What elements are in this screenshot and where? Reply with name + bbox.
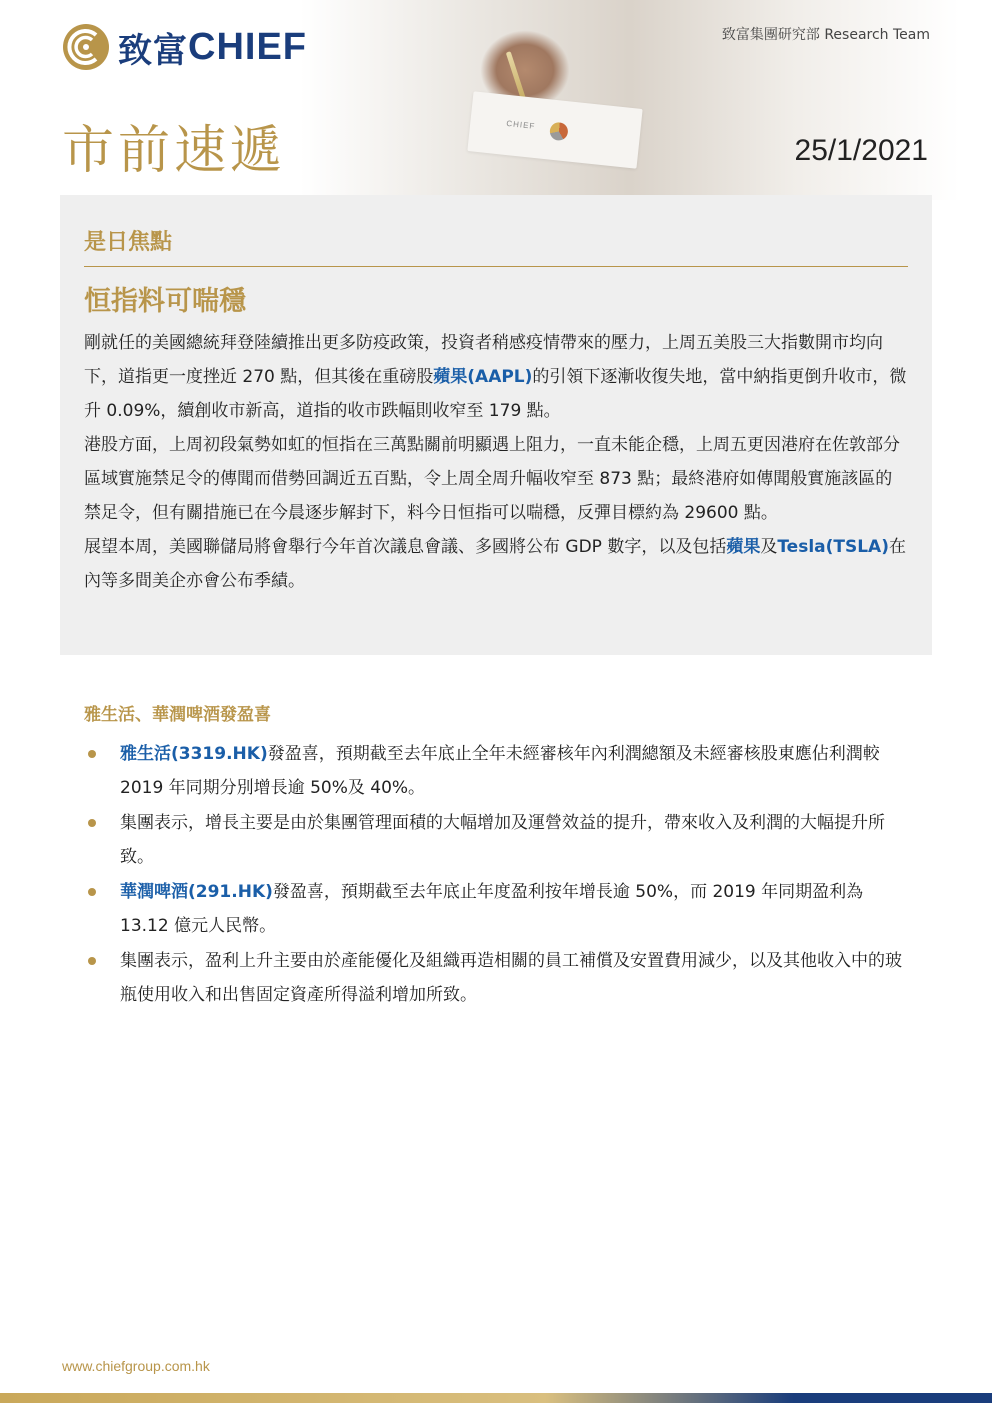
- earnings-section-title: 雅生活、華潤啤酒發盈喜: [84, 705, 271, 725]
- list-item: [84, 944, 912, 1012]
- focus-paragraph-2: [84, 428, 908, 530]
- bullet-dot-icon: [88, 819, 96, 827]
- bullet-text: [120, 882, 863, 936]
- stock-highlight: Tesla(TSLA): [777, 537, 889, 557]
- list-item: [84, 875, 912, 943]
- focus-paragraph-3: [84, 530, 908, 598]
- text-run: 發盈喜，預期截至去年底止全年未經審核年內利潤總額及未經審核股東應佔利潤較 2019 年同期分別增長逾 50%及 40%。: [120, 744, 880, 798]
- text-run: 及: [760, 537, 778, 557]
- page-title: 市前速遞: [62, 121, 287, 181]
- text-run: 的引領下逐漸收復失地，當中納指更倒升收市，微升 0.09%，續創收市新高，道指的收市跌幅則收窄至 179 點。: [84, 367, 907, 421]
- stock-highlight: 蘋果: [726, 537, 761, 557]
- daily-focus-panel: [60, 195, 932, 655]
- focus-headline: 恒指料可喘穩: [84, 286, 246, 317]
- text-run: 展望本周，美國聯儲局將會舉行今年首次議息會議、多國將公布 GDP 數字，以及包括: [84, 537, 727, 557]
- stock-highlight: 蘋果(AAPL): [433, 367, 533, 387]
- text-run: 剛就任的美國總統拜登陸續推出更多防疫政策，投資者稍感疫情帶來的壓力，上周五美股三大指數開市均向下，道指更一度挫近 270 點，但其後在重磅股: [84, 333, 883, 387]
- chief-logo: [62, 22, 307, 72]
- bullet-dot-icon: [88, 750, 96, 758]
- text-run: 港股方面，上周初段氣勢如虹的恒指在三萬點關前明顯遇上阻力，一直未能企穩，上周五更因港府在佐敦部分區域實施禁足令的傳聞而借勢回調近五百點，令上周全周升幅收窄至 873 點；最終港府如傳聞般實施該區的禁足令，但有關措施已在今晨逐步解封下，料今日恒指可以喘穩，反彈目標約為 29600 點。: [84, 435, 900, 523]
- stock-highlight: 華潤啤酒(291.HK): [120, 882, 273, 902]
- list-item: [84, 806, 912, 874]
- text-run: 發盈喜，預期截至去年底止年度盈利按年增長逾 50%，而 2019 年同期盈利為 13.12 億元人民幣。: [120, 882, 864, 936]
- logo-english-text: CHIEF: [188, 25, 307, 68]
- research-team-label: 致富集團研究部 Research Team: [721, 27, 930, 43]
- earnings-section: [84, 700, 912, 1013]
- bullet-text: [120, 744, 880, 798]
- earnings-bullet-list: [84, 737, 912, 1012]
- text-run: 集團表示，盈利上升主要由於產能優化及組織再造相關的員工補償及安置費用減少，以及其他收入中的玻瓶使用收入和出售固定資產所得溢利增加所致。: [120, 951, 902, 1005]
- website-link[interactable]: www.chiefgroup.com.hk: [62, 1358, 210, 1374]
- report-date: 25/1/2021: [794, 134, 928, 167]
- focus-section-label: 是日焦點: [84, 225, 908, 267]
- bullet-text: [120, 951, 902, 1005]
- paper-brand-text: CHIEF: [505, 118, 536, 131]
- bullet-dot-icon: [88, 957, 96, 965]
- bullet-dot-icon: [88, 888, 96, 896]
- footer-bar: [0, 1393, 992, 1403]
- bullet-text: [120, 813, 885, 867]
- text-run: 集團表示，增長主要是由於集團管理面積的大幅增加及運營效益的提升，帶來收入及利潤的大幅提升所致。: [120, 813, 885, 867]
- logo-chinese-text: 致富: [118, 30, 188, 71]
- list-item: [84, 737, 912, 805]
- text-run: 在內等多間美企亦會公布季績。: [84, 537, 906, 591]
- stock-highlight: 雅生活(3319.HK): [120, 744, 268, 764]
- pie-chart-icon: [549, 122, 569, 142]
- chief-logo-mark-icon: [62, 23, 110, 71]
- focus-paragraph-1: [84, 326, 908, 428]
